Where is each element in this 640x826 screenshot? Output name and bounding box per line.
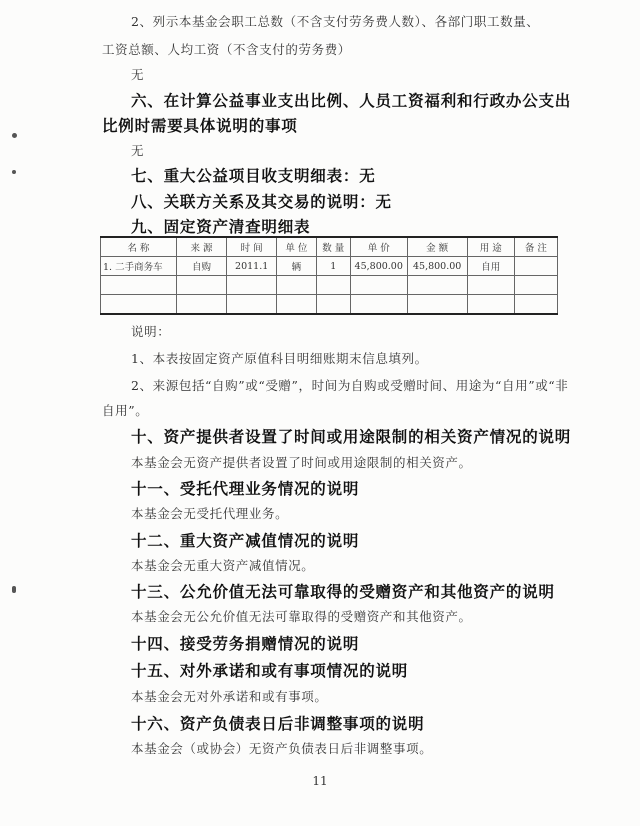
note1: 1、本表按固定资产原值科目明细账期末信息填列。 xyxy=(131,351,428,366)
cell-remark xyxy=(514,257,557,276)
section15-heading: 十五、对外承诺和或有事项情况的说明 xyxy=(131,661,409,680)
fixed-asset-table xyxy=(100,236,558,315)
cell-usage: 自用 xyxy=(467,257,514,276)
section11-text: 本基金会无受托代理业务。 xyxy=(131,506,289,521)
table-row-empty xyxy=(101,276,558,295)
section11-heading: 十一、受托代理业务情况的说明 xyxy=(131,479,360,498)
table-header-row xyxy=(101,237,558,257)
column-header: 时 间 xyxy=(227,237,277,257)
cell-quantity: 1 xyxy=(316,257,350,276)
section6-heading-line2: 比例时需要具体说明的事项 xyxy=(102,116,298,135)
item2-line2: 工资总额、人均工资（不含支付的劳务费） xyxy=(102,42,351,57)
cell-name: 1. 二手商务车 xyxy=(101,257,177,276)
section6-answer: 无 xyxy=(131,143,145,158)
table-row xyxy=(101,257,558,276)
section10-text: 本基金会无资产提供者设置了时间或用途限制的相关资产。 xyxy=(131,455,472,470)
binding-hole-mark xyxy=(12,170,16,174)
binding-hole-mark xyxy=(12,133,17,138)
section6-heading-line1: 六、在计算公益事业支出比例、人员工资福利和行政办公支出 xyxy=(131,91,572,110)
column-header: 名 称 xyxy=(101,237,177,257)
item2-answer: 无 xyxy=(131,67,145,82)
cell-amount: 45,800.00 xyxy=(407,257,467,276)
section14-heading: 十四、接受劳务捐赠情况的说明 xyxy=(131,634,360,653)
table-row-empty xyxy=(101,295,558,315)
column-header: 数 量 xyxy=(316,237,350,257)
section12-heading: 十二、重大资产减值情况的说明 xyxy=(131,531,360,550)
section10-heading: 十、资产提供者设置了时间或用途限制的相关资产情况的说明 xyxy=(131,427,572,446)
column-header: 单 价 xyxy=(350,237,407,257)
binding-hole-mark xyxy=(12,586,16,593)
notes-title: 说明： xyxy=(131,324,171,339)
column-header: 用 途 xyxy=(467,237,514,257)
section9-heading: 九、固定资产清查明细表 xyxy=(131,217,311,236)
section8-heading: 八、关联方关系及其交易的说明：无 xyxy=(131,192,392,211)
note2-line2: 自用”。 xyxy=(102,403,149,418)
section13-text: 本基金会无公允价值无法可靠取得的受赠资产和其他资产。 xyxy=(131,609,472,624)
cell-source: 自购 xyxy=(176,257,226,276)
section7-heading: 七、重大公益项目收支明细表：无 xyxy=(131,166,376,185)
column-header: 来 源 xyxy=(176,237,226,257)
note2-line1: 2、来源包括“自购”或“受赠”，时间为自购或受赠时间、用途为“自用”或“非 xyxy=(131,378,569,393)
section16-text: 本基金会（或协会）无资产负债表日后非调整事项。 xyxy=(131,741,433,756)
cell-time: 2011.1 xyxy=(227,257,277,276)
section12-text: 本基金会无重大资产减值情况。 xyxy=(131,558,315,573)
section13-heading: 十三、公允价值无法可靠取得的受赠资产和其他资产的说明 xyxy=(131,582,555,601)
column-header: 单 位 xyxy=(277,237,317,257)
column-header: 备 注 xyxy=(514,237,557,257)
item2-line1: 2、列示本基金会职工总数（不含支付劳务费人数）、各部门职工数量、 xyxy=(131,14,540,29)
cell-unit-price: 45,800.00 xyxy=(350,257,407,276)
cell-unit: 辆 xyxy=(277,257,317,276)
section16-heading: 十六、资产负债表日后非调整事项的说明 xyxy=(131,714,425,733)
column-header: 金 额 xyxy=(407,237,467,257)
page-number: 11 xyxy=(312,774,328,788)
section15-text: 本基金会无对外承诺和或有事项。 xyxy=(131,689,328,704)
